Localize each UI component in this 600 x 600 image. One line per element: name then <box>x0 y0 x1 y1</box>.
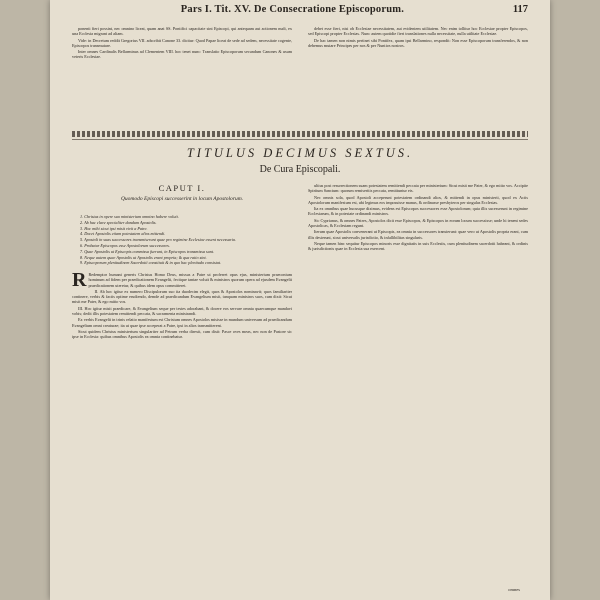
paragraph: ultius post resurrectionem suam potestatem remittendi peccata per ministerium: Sicut misit me Pater, & ego mitto vos. Accipite Spiritum Sanctum: quorum remiseritis peccata, remittuntur eis. <box>308 183 528 194</box>
list-item: 1. Christus in opere suo ministerium omnino habere voluit. <box>80 214 179 219</box>
list-item: 6. Probatur Episcopos esse Apostolorum successores. <box>80 242 170 248</box>
chapter-heading: CAPUT I. <box>158 183 206 193</box>
paragraph-text: Redemptor humani generis Christus Homo Deus, missus a Patre ut proferret opus ejus, ministerium praeconium hominum ad fidem per praedicationem Evangelii, fecitque tantae voluit & ministros quorum opera ad ejusdem Evangelii praedicationem uteretur, & quibus idem opus committeret. <box>88 272 292 288</box>
paragraph: III. Hoc igitur misit praedicare, & Evangelium seque per testes adorabant, & docere eos servare omnia quaecumque mandavi vobis; dedit illis potestatem remittendi peccata, & sacramenta ministrandi. <box>72 305 292 317</box>
paragraph: Vide: in Decretum reddit Gregorius VII. adscribit Canone 33. dicitur: Quod Papae liceat de sede ad sedem, necessitate cogente, Episcopos transmutare. <box>72 37 292 48</box>
paragraph: Inter omnes Cardinalis Bellarminus ad Clementem VIII. hoc tenet nunc: Translatio Episcoporum secundum Canones & usum veteris Ecclesiae. <box>72 49 292 60</box>
list-item: 5. Apostoli in suas successores transmiserunt quae pro regimine Ecclesiae essent necessaria. <box>80 237 236 243</box>
paragraph: ponenti fieri possint, nec omnino liceat, quam anat SS. Pontifici capacitate sint Episcopi, qui antequam aut actionem nudi, ex una Ecclesia migrant ad aliam. <box>72 26 292 37</box>
paragraph: Nec omnis sola, quod Apostoli acceperunt potestatem ordinandi alios, & mittendi in opus ministerii, quod ex Actis Apostolorum manifestum est, ubi legimus eos imposuisse manus, & ordinasse presbyteros per singulas Ecclesias. <box>308 194 528 205</box>
page-header <box>72 4 528 22</box>
ornament-rule <box>72 139 528 140</box>
chapter-summary-list <box>80 214 285 266</box>
list-item: 2. Ab hac clave specialiter dandum Apostolis. <box>80 219 157 225</box>
paragraph: De hac tamen non nimis pertinet sibi Pontifex, quam ipsi Bellarmino, respondit: Non esse Episcoporum transferendos, & non debemus mutare Principes per nos & per Nuntios nostros. <box>308 37 528 48</box>
title-heading: TITULUS DECIMUS SEXTUS. <box>186 146 414 160</box>
paragraph <box>72 272 292 291</box>
upper-left-column <box>72 26 292 128</box>
list-item: 4. Docet Apostolis etiam potestatem alios mittendi. <box>80 231 166 237</box>
paragraph: II. Ab hoc igitur ex numero Discipulorum suo ita duodecim elegit, quos & Apostolos nominavit; quos familiariter continere, verbis & factis optime erudiendo, demde ad praedicandum Evangelium misit, tanquam ministros suos, cum dixit: Sicut misit me Pater, & ego mitto vos. <box>72 288 292 305</box>
chapter-subheading: Quomodo Episcopi successerint in locum Apostolorum. <box>120 196 244 202</box>
book-page <box>50 0 550 600</box>
list-item: 3. Hoc mihi sicut ipsi misit vivit a Patre. <box>80 225 148 231</box>
title-subheading: De Cura Episcopali. <box>259 164 341 175</box>
list-item: 7. Quae Apostolis ut Episcopis commissa fuerunt, in Episcopos transmissa sunt. <box>80 248 215 254</box>
paragraph: Sicut quidem Christus ministerium singulariter ad Petrum verba direxit, cum dixit: Pasce oves meas, nec non de Pastore sic ipse in Ecclesia: quibus omnibus Apostolis ea omnia continebatur. <box>72 328 292 340</box>
paragraph: Sic Cyprianus, & omnes Patres, Apostolos dicit esse Episcopos, & Episcopos in eorum locum successisse; unde hi tenent sedes Apostolicas, & Ecclesiam regunt. <box>308 217 528 229</box>
paragraph: Ex verbis Evangelii in trinis relatio manifestum est Christum omnes Apostolos misisse in mundum universum ad praedicandum Evangelium omni creaturae; ita ut quae ipse acceperat a Patre, ipsi in alios transmitterent. <box>72 317 292 328</box>
paragraph: Neque tamen hinc sequitur Episcopos minoris esse dignitatis in suis Ecclesiis, cum plenitudinem sacerdotii habeant, & ordinis & jurisdictionis quae in Ecclesia sua exercent. <box>308 240 528 252</box>
ornament-band <box>72 131 528 137</box>
page-number: 117 <box>512 4 528 15</box>
body-right-column <box>308 183 528 590</box>
paragraph: Ita ex omnibus quae hucusque diximus, evidens est Episcopos successores esse Apostolorum; quia illis sucesserunt in regimine Ecclesiarum, & in potestate ordinandi ministros. <box>308 206 528 217</box>
catchword: omnes <box>508 587 520 592</box>
running-title: Pars I. Tit. XV. De Consecratione Episcoporum. <box>180 4 405 15</box>
paragraph: Iterum quae Apostolis convenerant ut Episcopis, ea omnia in successores transierunt: quae vero ut Apostolis propria erant, cum illis desierunt, sicut universalis jurisdictio, & infallibilitas singularis. <box>308 229 528 240</box>
body-left-column <box>72 272 292 590</box>
list-item: 8. Neque autem quae Apostolis ut Apostolis erant propria; & qua ratio sint. <box>80 254 207 260</box>
paragraph: debet esse fieri, nisi ob Ecclesiae necessitatem, aut evidentem utilitatem. Nec enim tollitur hoc Ecclesiae propter Episcopos, sed Episcopi propter Ecclesias. Nunc autem quotidie fieri translationes nulla necessitate, nulla utilitate Ecclesiae. <box>308 26 528 37</box>
list-item: 9. Episcoporum plenitudinem Sacerdotii constituit & in quo hac plenitudo consistat. <box>80 260 222 266</box>
upper-right-column <box>308 26 528 128</box>
drop-cap-letter: R <box>72 272 87 291</box>
